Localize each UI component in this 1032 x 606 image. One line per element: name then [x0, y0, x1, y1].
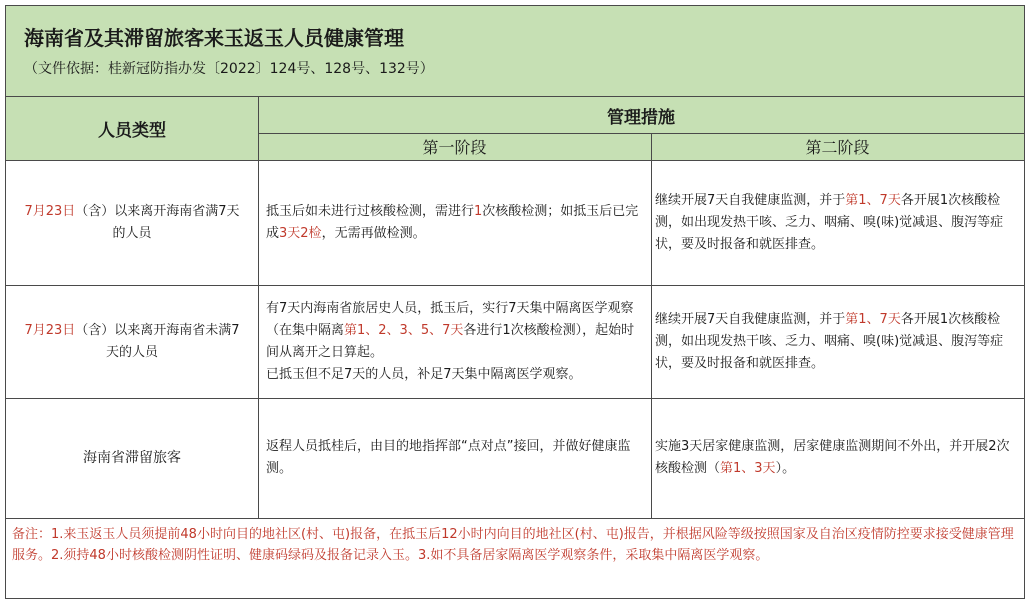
row3-stage2-text-a: 实施3天居家健康监测，居家健康监测期间不外出，并开展2次核酸检测（ [655, 439, 1010, 476]
header-person-type: 人员类型 [6, 97, 258, 160]
header-stage-1: 第一阶段 [258, 133, 651, 160]
row1-stage2-text-b: 各开展1次核酸检测，如出现发热干咳、乏力、咽痛、嗅(味)觉减退、腹泻等症状，要及时报备和就医排查。 [655, 192, 1004, 252]
row2-stage2-text-a: 继续开展7天自我健康监测，并于 [655, 311, 846, 327]
row1-stage1-text-b: 次核酸检测；如抵玉后已完成 [266, 203, 639, 241]
row2-person-type [6, 285, 258, 398]
row3-stage1 [258, 398, 651, 518]
header-measures: 管理措施 [258, 97, 1024, 133]
row2-stage2-text-b: 各开展1次核酸检测，如出现发热干咳、乏力、咽痛、嗅(味)觉减退、腹泻等症状，要及时报备和就医排查。 [655, 311, 1004, 371]
row1-stage1-count: 1 [474, 203, 483, 219]
row1-stage2-days: 第1、7天 [845, 192, 901, 208]
row1-stage1-schedule: 3天2检 [279, 225, 322, 241]
grid-line [6, 160, 1024, 161]
row2-stage1-text-b: 各进行1次核酸检测），起始时间从离开之日算起。 [266, 322, 635, 360]
grid-line [6, 285, 1024, 286]
row2-stage1-days: 第1、2、3、5、7天 [344, 322, 464, 338]
row2-stage2-days: 第1、7天 [845, 311, 901, 327]
row3-stage2-days: 第1、3天 [720, 461, 776, 476]
document-basis: （文件依据：桂新冠防指办发〔2022〕124号、128号、132号） [24, 61, 434, 77]
row2-date: 7月23日 [24, 322, 76, 338]
row1-date: 7月23日 [24, 203, 76, 219]
row1-stage1-text-a: 抵玉后如未进行过核酸检测，需进行 [266, 203, 475, 219]
row2-stage1 [258, 285, 651, 398]
grid-line [258, 133, 1024, 134]
row3-stage1-text: 返程人员抵桂后，由目的地指挥部“点对点”接回，并做好健康监测。 [266, 439, 631, 476]
row1-type-text: （含）以来离开海南省满7天的人员 [75, 203, 240, 241]
title-band [6, 6, 1024, 97]
row2-stage1-text-c: 已抵玉但不足7天的人员，补足7天集中隔离医学观察。 [266, 366, 582, 382]
grid-line [6, 518, 1024, 519]
row3-stage2 [651, 398, 1024, 518]
grid-line [6, 398, 1024, 399]
row3-stage2-text-b: ）。 [775, 461, 796, 476]
row2-stage2 [651, 285, 1024, 398]
row2-stage1-text-a: 有7天内海南省旅居史人员，抵玉后，实行7天集中隔离医学观察（在集中隔离 [266, 300, 634, 338]
header-stage-2: 第二阶段 [651, 133, 1024, 160]
row1-stage1 [258, 160, 651, 285]
page-title: 海南省及其滞留旅客来玉返玉人员健康管理 [24, 26, 404, 50]
row1-stage1-text-c: ，无需再做检测。 [321, 225, 426, 241]
row1-stage2 [651, 160, 1024, 285]
row3-person-type: 海南省滞留旅客 [83, 450, 181, 466]
footnote: 备注：1.来玉返玉人员须提前48小时向目的地社区(村、屯)报备，在抵玉后12小时内向目的地社区(村、屯)报告，并根据风险等级按照国家及自治区疫情防控要求接受健康管理服务。2.须持48小时核酸检测阴性证明、健康码绿码及报备记录入玉。3.如不具备居家隔离医学观察条件，采取集中隔离医学观察。 [12, 527, 1014, 563]
row2-type-text: （含）以来离开海南省未满7天的人员 [75, 322, 240, 360]
row1-person-type [6, 160, 258, 285]
grid-line [258, 97, 259, 518]
row1-stage2-text-a: 继续开展7天自我健康监测，并于 [655, 192, 846, 208]
grid-line [651, 133, 652, 518]
health-management-table [5, 5, 1025, 599]
